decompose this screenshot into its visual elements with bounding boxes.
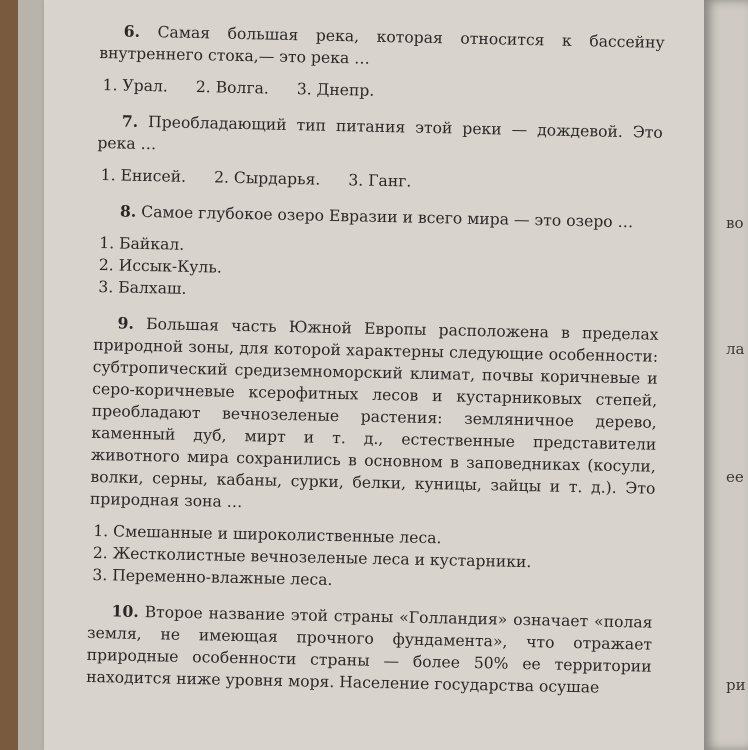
answer-options xyxy=(97,164,662,198)
question-number: 7. xyxy=(121,111,139,131)
answer-option: 2. Сырдарья. xyxy=(213,168,321,189)
answer-option: 1. Енисей. xyxy=(100,166,187,186)
question-number: 9. xyxy=(117,313,135,333)
facing-page xyxy=(704,0,748,750)
answer-option: 3. Ганг. xyxy=(348,171,412,191)
question-9 xyxy=(90,312,659,522)
answer-option: 2. Волга. xyxy=(195,78,270,98)
answer-option: 2. Иссык-Куль. xyxy=(98,256,222,277)
answer-option: 1. Байкал. xyxy=(99,234,185,254)
facing-page-fragment: во xyxy=(726,214,744,232)
answer-option: 3. Балхаш. xyxy=(98,278,187,298)
question-number: 6. xyxy=(123,21,141,41)
question-text: Преобладающий тип питания этой реки — дождевой. Это река … xyxy=(97,113,663,154)
question-7 xyxy=(97,110,663,166)
question-text: Второе название этой страны «Голландия» означает «полая земля, не имеющая прочного фундамента», что отражает природные особенности страны — более 50% ее территории находится ниже уровня моря. Население государства осушае xyxy=(86,603,653,697)
facing-page-fragment: ла xyxy=(726,340,745,358)
answer-options xyxy=(94,232,660,310)
answer-option: 1. Урал. xyxy=(102,76,169,96)
answer-options xyxy=(98,74,663,108)
question-number: 10. xyxy=(111,601,139,621)
question-8 xyxy=(96,200,661,234)
question-number: 8. xyxy=(119,201,137,221)
answer-option: 3. Переменно-влажные леса. xyxy=(92,565,333,589)
answer-options xyxy=(88,520,654,598)
question-10 xyxy=(86,600,653,700)
page-content xyxy=(86,20,665,710)
question-text: Самое глубокое озеро Евразии и всего мира — это озеро … xyxy=(141,202,634,232)
answer-option: 3. Днепр. xyxy=(296,80,375,100)
answer-option: 1. Смешанные и широколиственные леса. xyxy=(93,521,442,548)
facing-page-fragment: ри xyxy=(726,676,746,694)
facing-page-fragment: ее xyxy=(726,468,744,486)
answer-option: 2. Жестколистные вечнозеленые леса и кустарники. xyxy=(92,543,532,572)
question-text: Большая часть Южной Европы расположена в пределах природной зоны, для которой характерны следующие особенности: субтропический средиземноморский климат, почвы коричневые и серо-коричневые ксерофитных лесов и кустарниковых степей, преобладают вечнозеленые растения: земляничное дерево, каменный дуб, мирт и т. д., естественные представители животного мира сохранились в основном в заповедниках (косули, волки, серны, кабаны, сурки, белки, куницы, зайцы и т. д.). Это природная зона … xyxy=(89,315,659,512)
question-text: Самая большая река, которая относится к бассейну внутреннего стока,— это река … xyxy=(99,23,665,68)
